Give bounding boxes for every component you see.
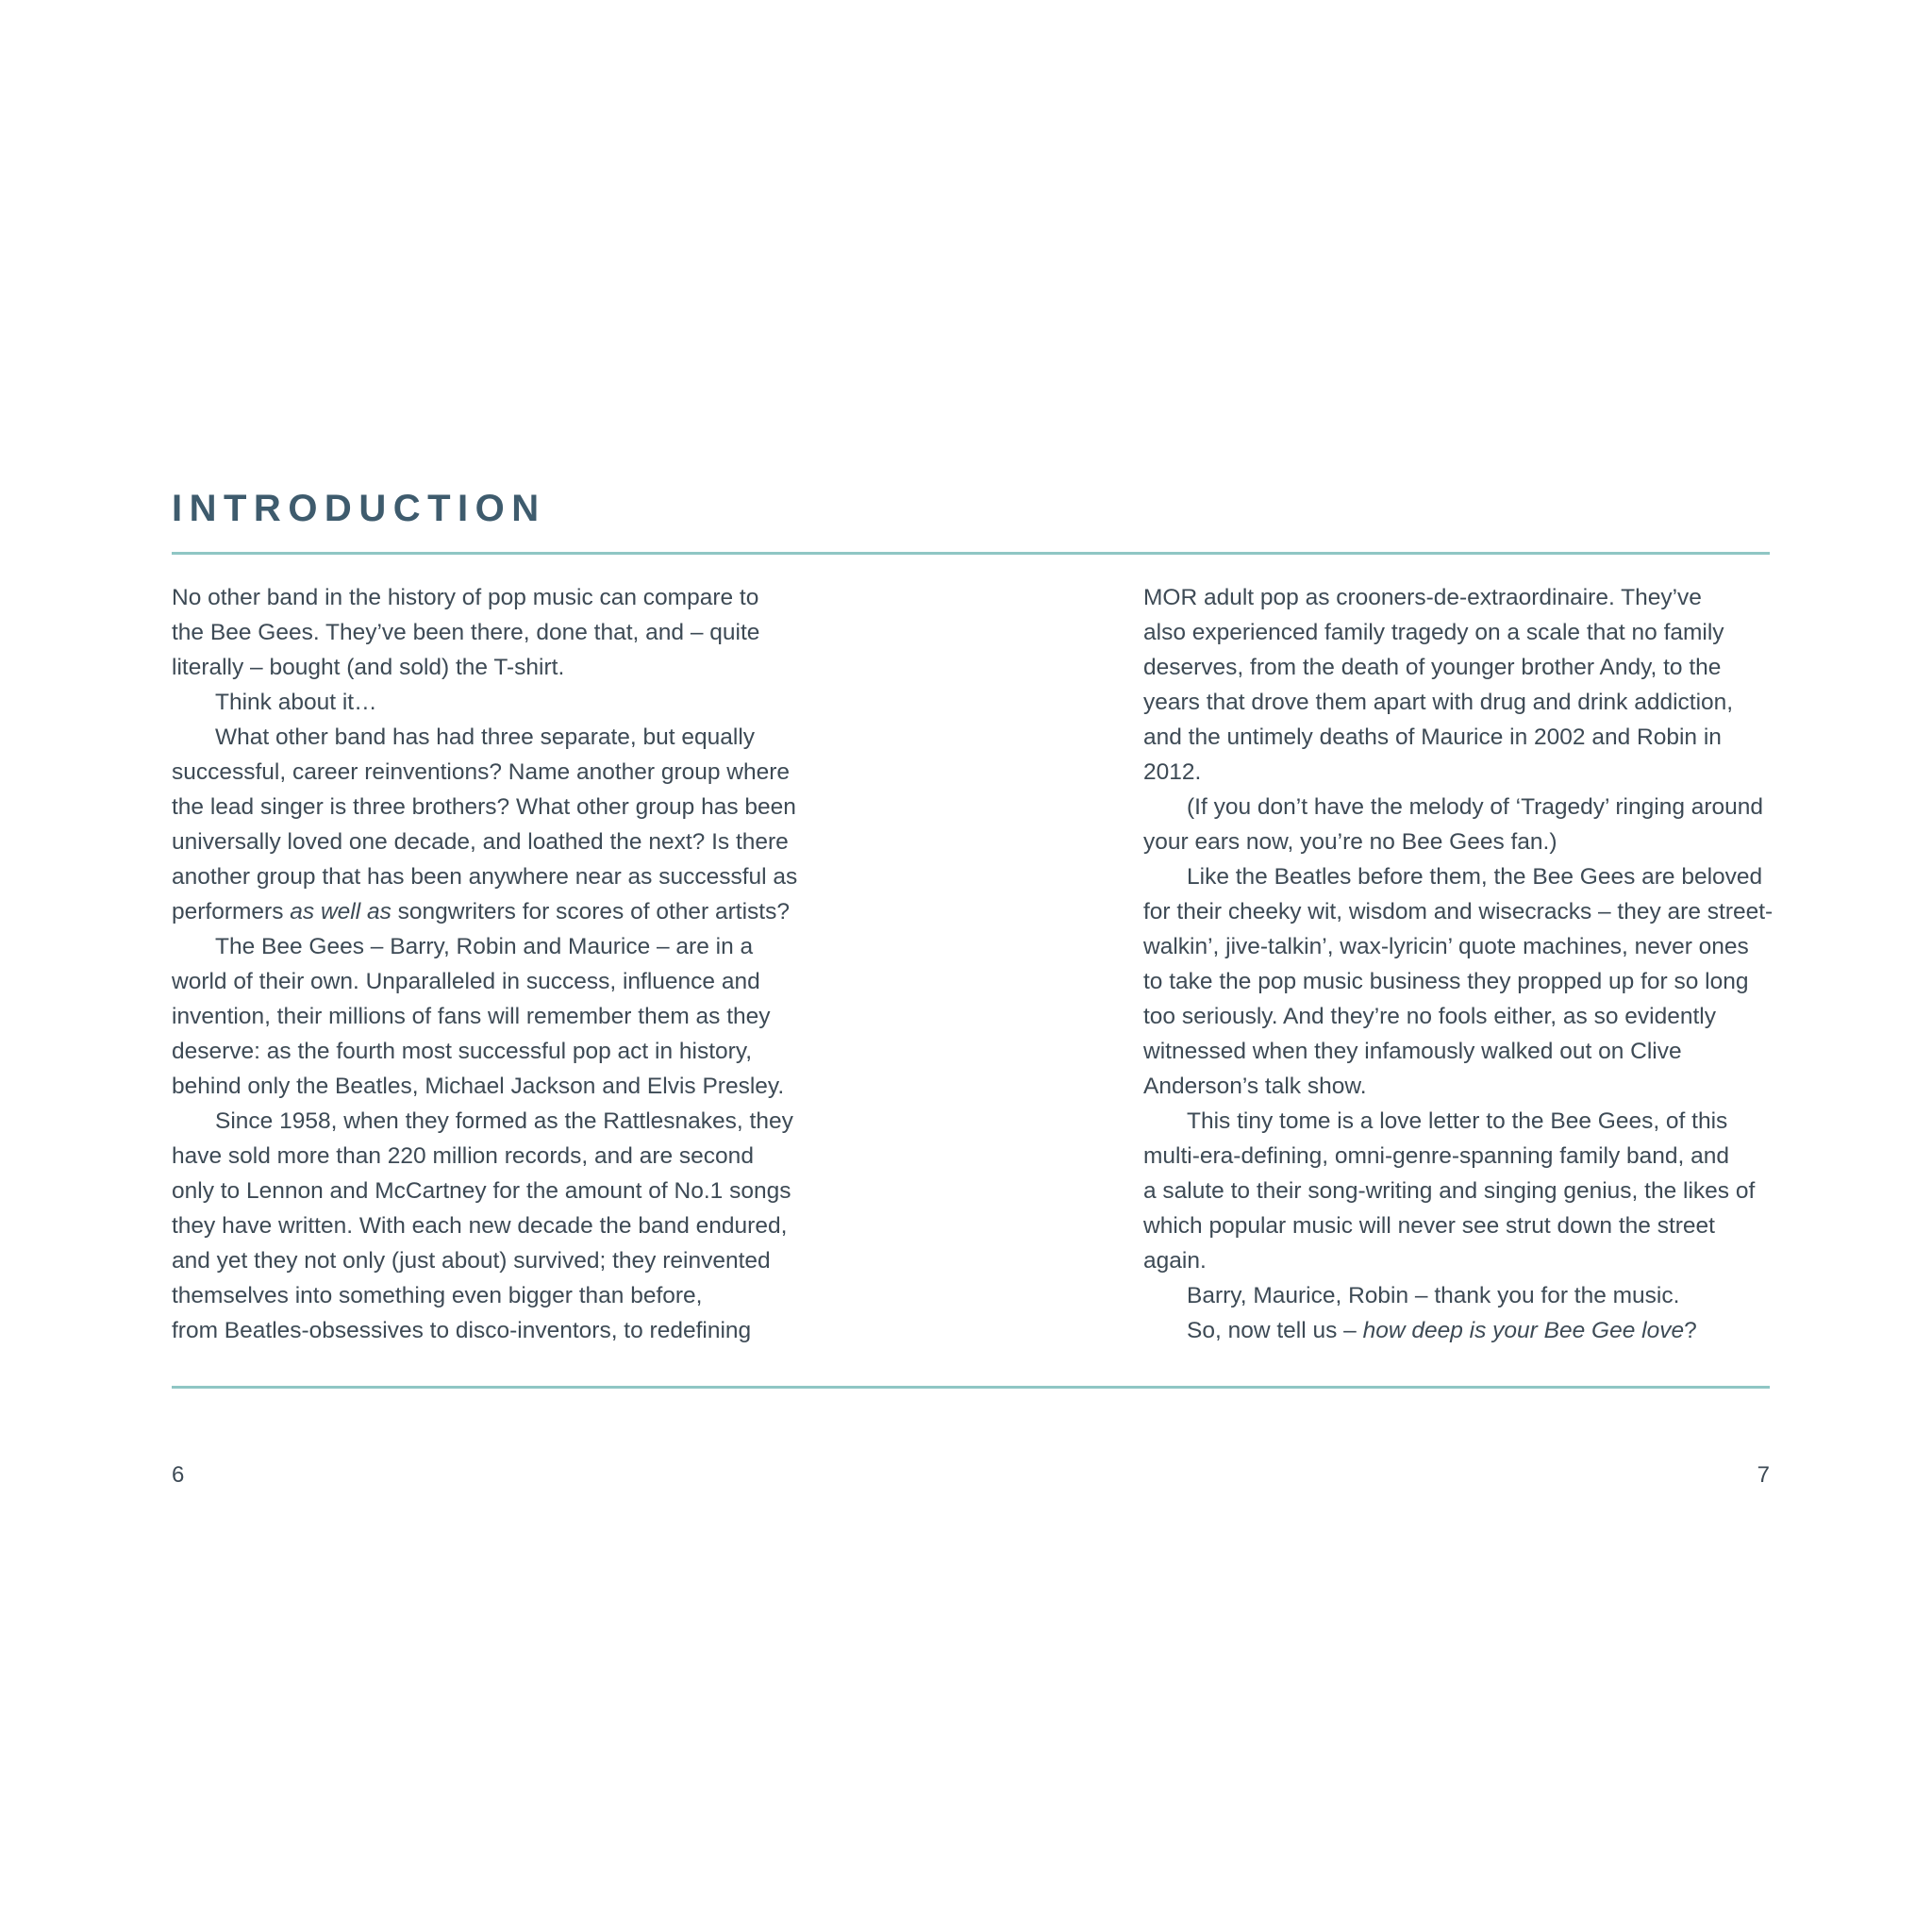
body-line: have sold more than 220 million records, and are second [172,1143,754,1169]
body-text: ? [1684,1318,1697,1343]
body-line: multi-era-defining, omni-genre-spanning family band, and [1143,1143,1730,1169]
page-number-left: 6 [172,1462,185,1488]
body-line: and yet they not only (just about) survived; they reinvented [172,1248,771,1274]
body-line: Think about it… [215,690,377,715]
body-line: Anderson’s talk show. [1143,1074,1367,1099]
body-line: successful, career reinventions? Name another group where [172,759,791,785]
body-line: walkin’, jive-talkin’, wax-lyricin’ quote machines, never ones [1143,934,1749,959]
body-line: What other band has had three separate, but equally [215,724,756,750]
body-line: world of their own. Unparalleled in success, influence and [172,969,760,994]
body-line: Since 1958, when they formed as the Rattlesnakes, they [215,1108,793,1134]
body-line: behind only the Beatles, Michael Jackson and Elvis Presley. [172,1074,785,1099]
body-line: and the untimely deaths of Maurice in 2002 and Robin in [1143,724,1722,750]
body-line: years that drove them apart with drug and drink addiction, [1143,690,1734,715]
left-column [172,580,832,1348]
body-line: only to Lennon and McCartney for the amount of No.1 songs [172,1178,791,1204]
body-line: the lead singer is three brothers? What other group has been [172,794,796,820]
body-line: No other band in the history of pop music can compare to [172,585,759,610]
body-line: Barry, Maurice, Robin – thank you for the music. [1187,1283,1680,1308]
body-line-mixed [172,894,832,929]
chapter-heading: INTRODUCTION [172,488,546,529]
body-line: invention, their millions of fans will remember them as they [172,1004,771,1029]
body-line: another group that has been anywhere near as successful as [172,864,798,890]
body-line: too seriously. And they’re no fools either, as so evidently [1143,1004,1716,1029]
top-divider [172,552,1770,555]
right-column [1143,580,1804,1348]
body-line: themselves into something even bigger than before, [172,1283,703,1308]
bottom-divider [172,1386,1770,1389]
body-line-mixed [1143,1313,1804,1348]
emphasis-text: as well as [290,899,391,924]
body-line: the Bee Gees. They’ve been there, done that, and – quite [172,620,760,645]
body-line: universally loved one decade, and loathed the next? Is there [172,829,789,855]
emphasis-text: how deep is your Bee Gee love [1362,1318,1685,1343]
body-line: again. [1143,1248,1207,1274]
body-line: This tiny tome is a love letter to the Bee Gees, of this [1187,1108,1728,1134]
body-line: 2012. [1143,759,1202,785]
body-text: So, now tell us – [1187,1318,1363,1343]
body-line: also experienced family tragedy on a scale that no family [1143,620,1724,645]
body-line: deserve: as the fourth most successful pop act in history, [172,1039,753,1064]
body-line: literally – bought (and sold) the T-shirt. [172,655,565,680]
body-line: to take the pop music business they propped up for so long [1143,969,1749,994]
body-line: MOR adult pop as crooners-de-extraordinaire. They’ve [1143,585,1702,610]
body-line: deserves, from the death of younger brother Andy, to the [1143,655,1722,680]
body-line: witnessed when they infamously walked out on Clive [1143,1039,1682,1064]
body-line: which popular music will never see strut down the street [1143,1213,1715,1239]
body-text: performers [172,899,291,924]
body-line: The Bee Gees – Barry, Robin and Maurice – are in a [215,934,754,959]
body-text: songwriters for scores of other artists? [391,899,790,924]
page-number-right: 7 [1757,1462,1770,1488]
body-line: from Beatles-obsessives to disco-inventors, to redefining [172,1318,752,1343]
body-line: your ears now, you’re no Bee Gees fan.) [1143,829,1557,855]
body-line: (If you don’t have the melody of ‘Tragedy’ ringing around [1187,794,1764,820]
body-line: Like the Beatles before them, the Bee Gees are beloved [1187,864,1763,890]
body-line: a salute to their song-writing and singing genius, the likes of [1143,1178,1756,1204]
body-line: they have written. With each new decade the band endured, [172,1213,788,1239]
body-line: for their cheeky wit, wisdom and wisecracks – they are street- [1143,899,1774,924]
